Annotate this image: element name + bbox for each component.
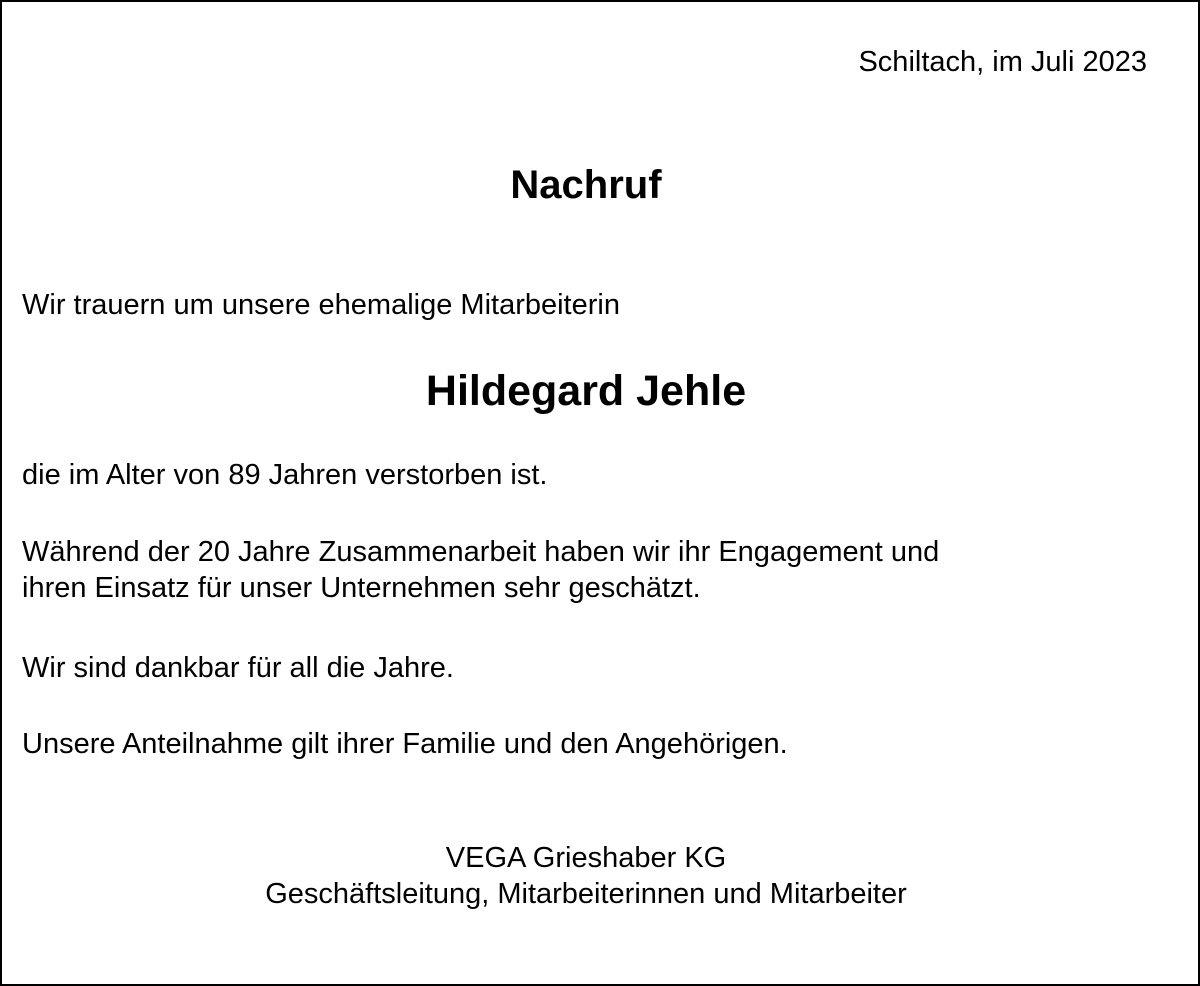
- sympathy-text: Unsere Anteilnahme gilt ihrer Familie und den Angehörigen.: [22, 728, 788, 760]
- collaboration-line: Während der 20 Jahre Zusammenarbeit haben wir ihr Engagement und: [22, 536, 940, 568]
- collaboration-line: ihren Einsatz für unser Unternehmen sehr geschätzt.: [22, 572, 701, 604]
- thanks-text: Wir sind dankbar für all die Jahre.: [22, 652, 454, 684]
- notice-heading: Nachruf: [510, 163, 662, 207]
- signers-text: Geschäftsleitung, Mitarbeiterinnen und Mitarbeiter: [265, 878, 907, 910]
- collaboration-paragraph: [22, 534, 939, 606]
- age-text: die im Alter von 89 Jahren verstorben ist.: [22, 459, 548, 491]
- company-name: VEGA Grieshaber KG: [445, 842, 727, 874]
- deceased-name: Hildegard Jehle: [425, 367, 747, 415]
- intro-text: Wir trauern um unsere ehemalige Mitarbeiterin: [22, 289, 620, 321]
- place-date: Schiltach, im Juli 2023: [858, 46, 1147, 78]
